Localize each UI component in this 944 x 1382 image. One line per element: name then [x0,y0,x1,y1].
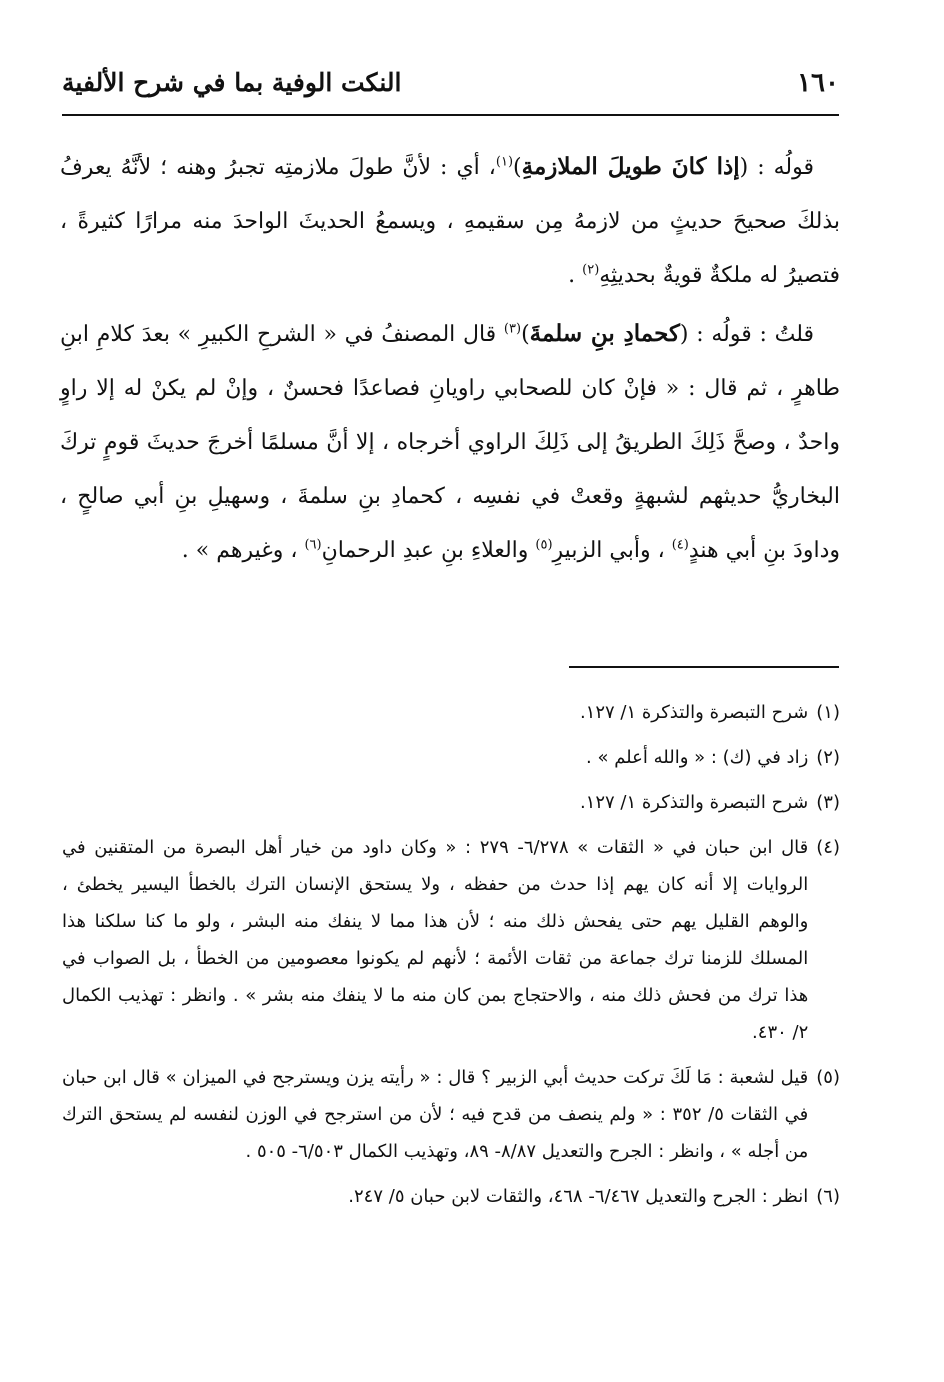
footnotes [62,694,840,1223]
footnote-ref-4[interactable]: (٤) [671,537,689,553]
para2-close: ) [521,322,530,347]
footnote-6 [62,1178,840,1215]
footnote-number: (٣) [816,792,840,813]
para2-lead: قلتُ : قولُه : ( [679,322,814,347]
para2-rest-d: ، وغيرهم » . [181,538,305,563]
footnote-number: (٢) [816,747,840,768]
footnote-ref-5[interactable]: (٥) [535,537,553,553]
footnote-text: شرح التبصرة والتذكرة ١/ ١٢٧. [579,702,809,723]
footnote-1 [62,694,840,731]
footnote-divider [569,666,839,668]
page-number: ١٦٠ [797,68,839,98]
para1-close: ) [513,155,522,180]
footnote-text: قيل لشعبة : مَا لَكَ تركت حديث أبي الزبير ؟ قال : « رأيته يزن ويسترجح في الميزان » قال ابن حبان في الثقات ٥/ ٣٥٢ : « ولم ينصف من قدح فيه ؛ لأن من استرجح في الوزن لنفسه لم يستحق الترك من أجله » ، وانظر : الجرح والتعديل ٨/٨٧- ٨٩، وتهذيب الكمال ٦/٥٠٣- ٥٠٥ . [62,1067,809,1162]
footnote-2 [62,739,840,776]
footnote-4 [62,829,840,1051]
header-divider [62,114,839,116]
footnote-text: انظر : الجرح والتعديل ٦/٤٦٧- ٤٦٨، والثقات لابن حبان ٥/ ٢٤٧. [348,1186,809,1207]
para1-lead: قولُه : ( [739,155,814,180]
paragraph-1 [60,140,840,303]
footnote-number: (٦) [816,1186,840,1207]
page-header [62,68,839,108]
para2-rest-c: والعلاءِ بنِ عبدِ الرحمانِ [321,538,536,563]
footnote-text: شرح التبصرة والتذكرة ١/ ١٢٧. [579,792,809,813]
footnote-3 [62,784,840,821]
para2-lemma: كحمادِ بنِ سلمةَ [529,320,680,347]
footnote-number: (١) [816,702,840,723]
para2-rest-b: ، وأبي الزبيرِ [552,538,672,563]
para1-end: . [568,263,583,288]
footnote-5 [62,1059,840,1170]
main-text [60,140,840,582]
para1-rest: ، أي : لأنَّ طولَ ملازمتِه تجبرُ وهنه ؛ لأنَّهُ يعرفُ بذلكَ صحيحَ حديثٍ من لازمهُ مِن سقيمهِ ، ويسمعُ الحديثَ الواحدَ منه مرارًا كثيرةً ، فتصيرُ له ملكةٌ قويةٌ بحديثِهِ [60,155,840,288]
footnote-number: (٤) [816,837,840,858]
footnote-ref-2[interactable]: (٢) [582,262,600,278]
para1-lemma: إذا كانَ طويلَ الملازمةِ [521,153,740,180]
footnote-number: (٥) [816,1067,840,1088]
footnote-text: قال ابن حبان في « الثقات » ٦/٢٧٨- ٢٧٩ : « وكان داود من خيار أهل البصرة من المتقنين في الروايات إلا أنه كان يهم إذا حدث من حفظه ، ولا يستحق الإنسان الترك بالخطأ اليسير يخطئ ، والوهم القليل يهم حتى يفحش ذلك منه ؛ لأن هذا مما لا ينفك منه البشر ، ولو ما كنا سلكنا هذا المسلك للزمنا ترك جماعة من ثقات الأئمة ؛ لأنهم لم يكونوا معصومين من الخطأ ، بل الصواب في هذا ترك من فحش ذلك منه ، والاحتجاج بمن كان منه ما لا ينفك منه بشر » . وانظر : تهذيب الكمال ٢/ ٤٣٠. [62,837,809,1043]
footnote-ref-1[interactable]: (١) [495,154,514,170]
footnote-ref-3[interactable]: (٣) [503,321,522,337]
footnote-text: زاد في (ك) : « والله أعلم » . [586,747,809,768]
para2-rest-a: قال المصنفُ في « الشرحِ الكبيرِ » بعدَ كلامِ ابنِ طاهرٍ ، ثم قال : « فإنْ كان للصحابي راويانِ فصاعدًا فحسنٌ ، وإنْ لم يكنْ له إلا راوٍ واحدٌ ، وصحَّ ذَلِكَ الطريقُ إلى ذَلِكَ الراوي أخرجاه ، إلا أنَّ مسلمًا أخرجَ حديثَ قومٍ تركَ البخاريُّ حديثهم لشبهةٍ وقعتْ في نفسِه ، كحمادِ بنِ سلمةَ ، وسهيلِ بنِ أبي صالحٍ ، وداودَ بنِ أبي هندٍ [60,322,840,563]
running-title: النكت الوفية بما في شرح الألفية [62,68,402,97]
paragraph-2 [60,307,840,578]
footnote-ref-6[interactable]: (٦) [304,537,322,553]
